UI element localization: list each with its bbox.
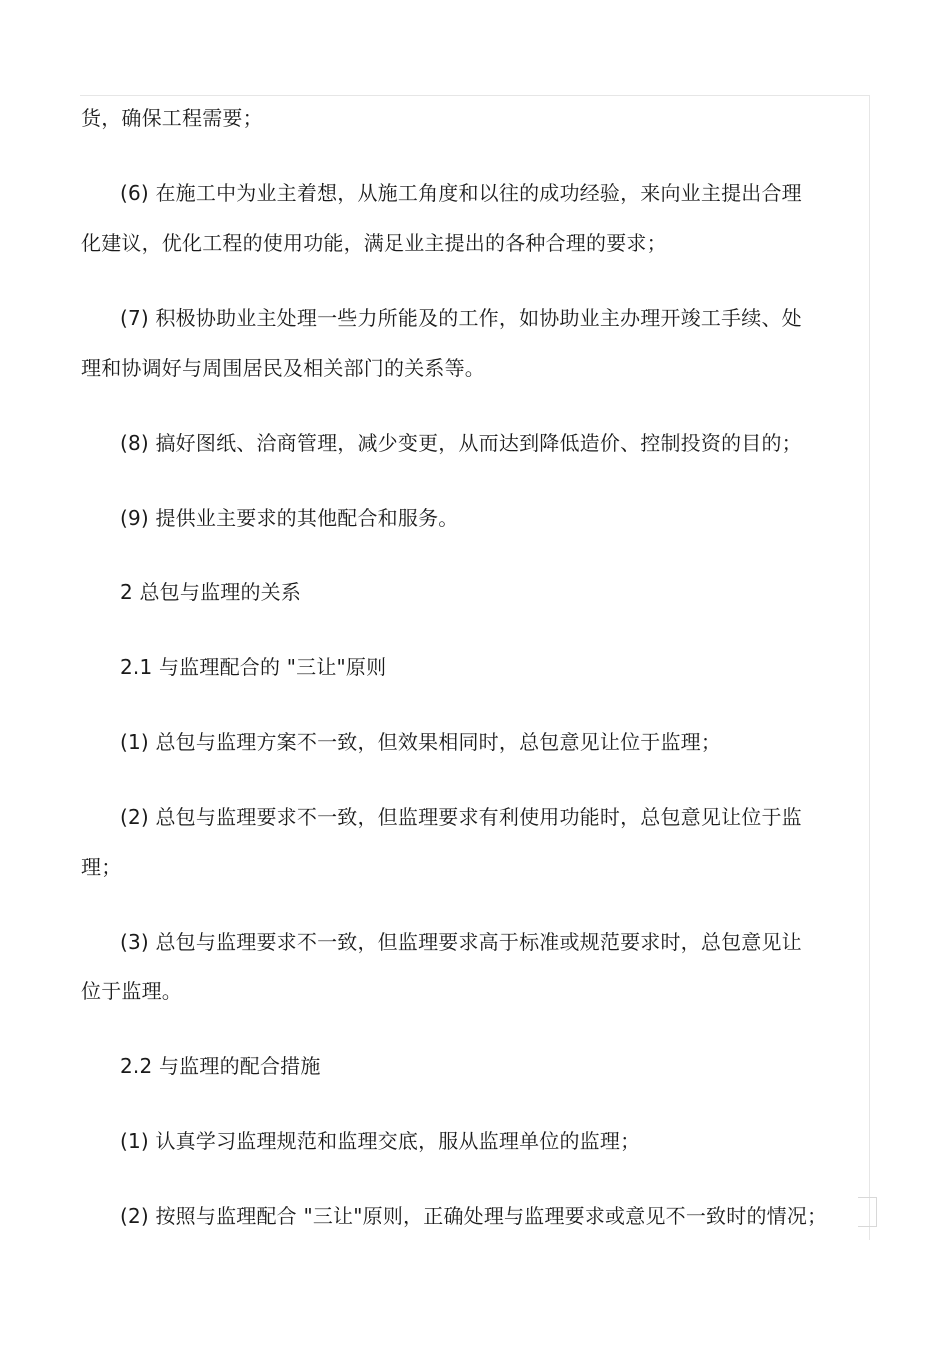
text-line-13: (3) 总包与监理要求不一致，但监理要求高于标准或规范要求时，总包意见让 (120, 930, 802, 954)
section-heading-2-2: 2.2 与监理的配合措施 (120, 1054, 321, 1078)
text-line-11: (2) 总包与监理要求不一致，但监理要求有利使用功能时，总包意见让位于监 (120, 805, 802, 829)
text-line-6: (8) 搞好图纸、洽商管理，减少变更，从而达到降低造价、控制投资的目的； (120, 431, 802, 455)
text-line-10: (1) 总包与监理方案不一致，但效果相同时，总包意见让位于监理； (120, 730, 722, 754)
page-border-top (80, 95, 870, 96)
section-heading-2: 2 总包与监理的关系 (120, 580, 302, 604)
text-line-3: 化建议，优化工程的使用功能，满足业主提出的各种合理的要求； (81, 231, 667, 255)
section-heading-2-1: 2.1 与监理配合的 "三让"原则 (120, 655, 387, 679)
text-line-4: (7) 积极协助业主处理一些力所能及的工作，如协助业主办理开竣工手续、处 (120, 306, 802, 330)
page-border-right (869, 95, 870, 1240)
text-line-5: 理和协调好与周围居民及相关部门的关系等。 (81, 356, 485, 380)
text-line-17: (2) 按照与监理配合 "三让"原则，正确处理与监理要求或意见不一致时的情况； (120, 1204, 828, 1228)
text-line-7: (9) 提供业主要求的其他配合和服务。 (120, 506, 459, 530)
text-line-1: 货，确保工程需要； (81, 106, 263, 130)
text-line-16: (1) 认真学习监理规范和监理交底，服从监理单位的监理； (120, 1129, 641, 1153)
text-line-2: (6) 在施工中为业主着想，从施工角度和以往的成功经验，来向业主提出合理 (120, 181, 802, 205)
text-line-14: 位于监理。 (81, 979, 182, 1003)
page-corner-mark (858, 1197, 877, 1227)
text-line-12: 理； (81, 855, 122, 879)
